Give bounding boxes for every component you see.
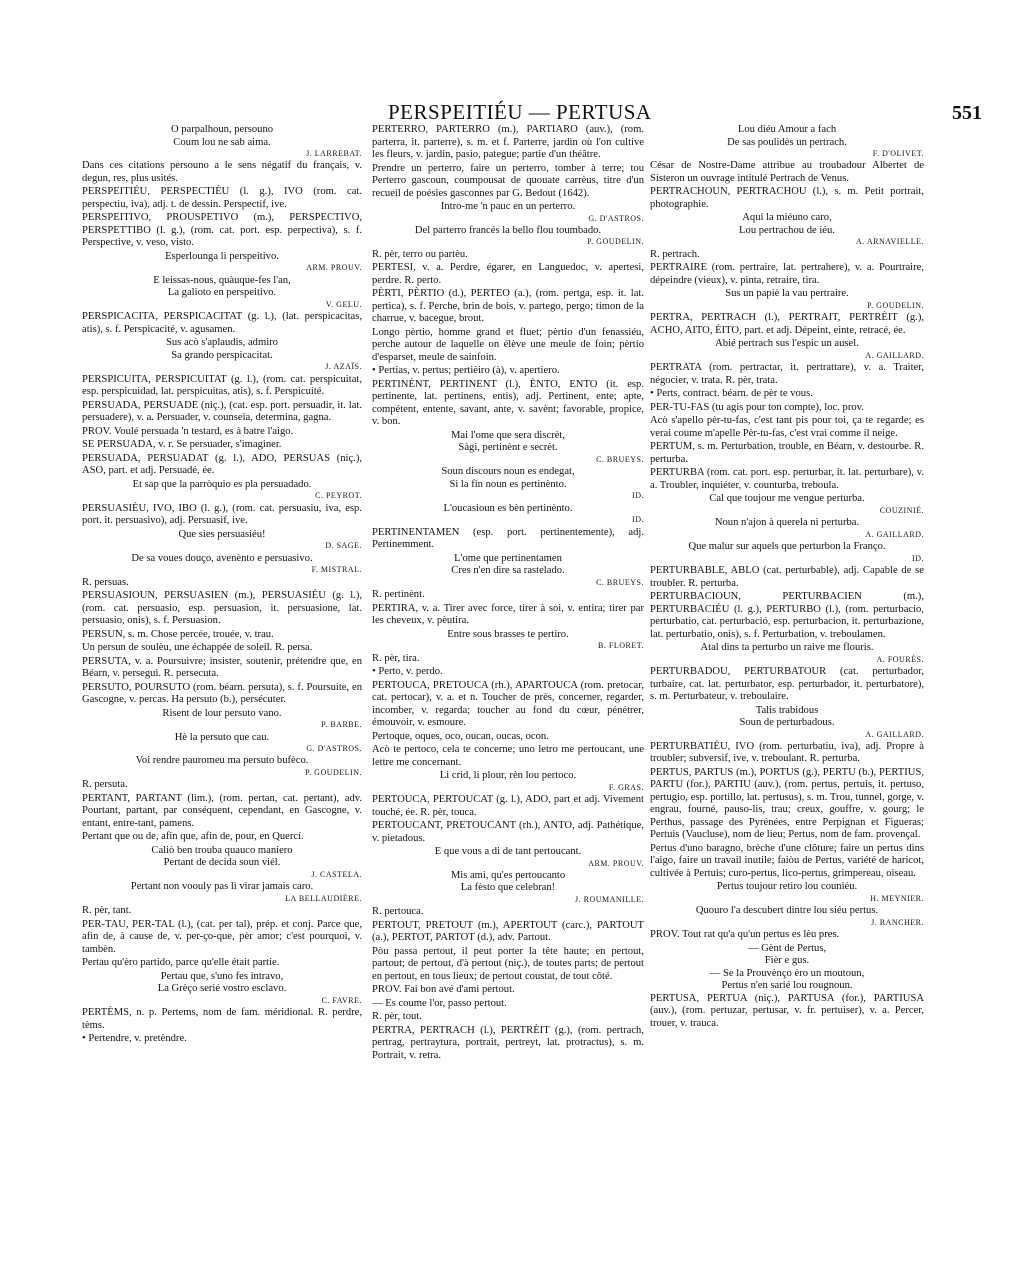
attribution: J. CASTELA. <box>311 869 362 879</box>
column-right <box>650 124 924 1031</box>
dictionary-entry: PERSUTA, v. a. Poursuivre; insister, soutenir, prétendre que, en Béarn, v. persegui. R. persecuta. <box>82 655 362 680</box>
dictionary-entry: R. pertinènt. <box>372 589 425 601</box>
quotation-line: — Se la Prouvènço èro un moutoun, <box>709 967 865 979</box>
dictionary-entry: Pertus d'uno baragno, brèche d'une clôture; faire un pertus dins l'aigo, faire un travail inutile; faiòu de Pertus, variété de haricot, cultivée à Pertuis; curo-pertus, lico-pertus, grimpereau, oiseau. <box>650 842 924 879</box>
quotation-line: Et sap que la parròquio es pla persuadado. <box>132 478 312 490</box>
dictionary-entry: PERSUASIÉU, IVO, IBO (l. g.), (rom. cat. persuasiu, iva, esp. port. it. persuasivo), adj. Persuasif, ive. <box>82 502 362 527</box>
quotation-line: Que malur sur aquels que perturbon la Franço. <box>688 541 886 553</box>
dictionary-entry: PERTUSA, PERTUA (niç.), PARTUSA (for.), PARTIUSA (auv.), (rom. pertuzar, pertusar, v. fr. pertuiser), v. a. Percer, trouer, v. trauca. <box>650 992 924 1029</box>
attribution: J. LARREBAT. <box>306 149 362 158</box>
quotation-line: Sus acò s'aplaudis, admiro <box>166 337 278 349</box>
dictionary-entry: • Perts, contract. béarn. de pèr te vous. <box>650 388 813 400</box>
quotation-line: Del parterro francés la bello flou toumbado. <box>414 224 602 236</box>
quotation-line: L'ome que pertinentamen <box>454 552 562 564</box>
attribution: A. GAILLARD. <box>865 729 924 739</box>
attribution: F. D'OLIVET. <box>872 149 924 158</box>
quotation-line: L'oucasioun es bèn pertinènto. <box>443 502 573 514</box>
quotation-line: De sa voues douço, avenènto e persuasivo. <box>131 552 313 564</box>
quotation-line: De sas poulidès un pertrach. <box>727 136 847 148</box>
attribution: H. MEYNIER. <box>870 893 924 903</box>
attribution: C. BRUEYS. <box>596 577 644 587</box>
dictionary-entry: PERTINENTAMEN (esp. port. pertinentemente), adj. Pertinemment. <box>372 526 644 551</box>
attribution: G. D'ASTROS. <box>588 213 644 223</box>
dictionary-entry: PROV. Fai bon avé d'ami pertout. <box>372 984 515 996</box>
column-middle <box>372 124 644 1063</box>
page-title: PERSPEITIÉU — PERTUSA <box>388 100 652 124</box>
quotation-line: Pertant non voouly pas li virar jamais caro. <box>130 881 314 893</box>
quotation-line: Talis trabidous <box>755 704 819 716</box>
attribution: C. BRUEYS. <box>596 454 644 464</box>
dictionary-entry: Longo pèrtio, homme grand et fluet; pèrtio d'un fenassiéu, perche autour de laquelle on élève une meule de foin; pèrtio d'esparset, meule de sainfoin. <box>372 326 644 363</box>
dictionary-entry: — Es coume l'or, passo pertout. <box>372 997 507 1009</box>
attribution: J. ROUMANILLE. <box>575 894 644 904</box>
quotation-line: Lou pertrachou de iéu. <box>739 224 835 236</box>
attribution: C. FAVRE. <box>321 995 362 1005</box>
attribution: C. PEYROT. <box>315 491 362 501</box>
dictionary-entry: César de Nostre-Dame attribue au troubadour Albertet de Sisteron un ouvrage intitulé Pertrach de Venus. <box>650 160 924 184</box>
dictionary-entry: PERTANT, PARTANT (lim.), (rom. pertan, cat. pertant), adv. Pourtant, partant, par conséquent, cependant, en Gascogne, v. entant, entre-tant, pamens. <box>82 792 362 829</box>
dictionary-entry: R. pèr, tira. <box>372 652 420 664</box>
dictionary-entry: PÈRTI, PÈRTIO (d.), PERTEO (a.), (rom. pertga, esp. it. lat. pertica), s. f. Perche, brin de bois, v. partego, pergo; timon de la charrue, v. bacegue, brout. <box>372 288 644 325</box>
dictionary-entry: PERSUADA, PERSUADE (niç.), (cat. esp. port. persuadir, it. lat. persuadere), v. a. Persuader, v. counseia, determina, gagna. <box>82 399 362 424</box>
quotation-line: O parpalhoun, persouno <box>170 124 274 135</box>
quotation-line: Fièr e gus. <box>764 955 810 967</box>
dictionary-entry: SE PERSUADA, v. r. Se persuader, s'imaginer. <box>82 439 282 451</box>
attribution: ARM. PROUV. <box>306 263 362 273</box>
attribution: F. MISTRAL. <box>311 565 362 575</box>
quotation-line: Pertau que, s'uno fes intravo, <box>160 970 284 982</box>
dictionary-entry: PERSPEITIVO, PROUSPETIVO (m.), PERSPECTIVO, PERSPETTIBO (l. g.), (rom. cat. port. esp. perpectiva), s. f. Perspective, v. veso, visto. <box>82 212 362 249</box>
quotation-line: Que sies persuasiéu! <box>178 528 266 540</box>
dictionary-entry: PERTUM, s. m. Perturbation, trouble, en Béarn, v. destourbe. R. perturba. <box>650 441 924 465</box>
dictionary-entry: PROV. Tout rat qu'a qu'un pertus es lèu pres. <box>650 929 840 941</box>
dictionary-entry: PERTRAIRE (rom. pertraire, lat. pertrahere), v. a. Pourtraire, dépeindre (vieux), v. pinta, retraire, tira. <box>650 262 924 286</box>
dictionary-entry: PERTRA, PERTRACH (l.), PERTRÈIT (g.), (rom. pertrach, pertrag, pertraytura, portrait, pertreyt, lat. protractus), s. m. Portrait, v. retra. <box>372 1024 644 1061</box>
quotation-line: Hè la persuto que cau. <box>174 731 270 743</box>
attribution: F. GRAS. <box>608 782 644 792</box>
dictionary-entry: • Perto, v. perdo. <box>372 666 443 678</box>
dictionary-entry: PERSUN, s. m. Chose percée, trouée, v. trau. <box>82 628 274 640</box>
dictionary-entry: PERTOUT, PRETOUT (m.), APERTOUT (carc.), PARTOUT (a.), PERTOT, PARTOT (d.), adv. Partout. <box>372 919 644 944</box>
quotation-line: Quouro l'a descubert dintre lou siéu pertus. <box>695 905 879 917</box>
dictionary-entry: PERSPEITIÉU, PERSPECTIÉU (l. g.), IVO (rom. cat. perspectiu, iva), adj. t. de dessin. Perspectif, ive. <box>82 186 362 210</box>
dictionary-entry: PERTIRA, v. a. Tirer avec force, tirer à soi, v. entira; tirer par les cheveux, v. pèutira. <box>372 602 644 627</box>
quotation-line: Pertus toujour retiro lou couniéu. <box>716 881 858 893</box>
quotation-line: Abié pertrach sus l'espic un ausel. <box>715 338 859 350</box>
quotation-line: Soun de perturbadous. <box>739 717 835 728</box>
attribution: ID. <box>632 515 644 525</box>
quotation-line: Risent de lour persuto vano. <box>162 707 282 719</box>
quotation-line: Li crid, li plour, rèn lou pertoco. <box>439 770 577 782</box>
quotation-line: Coum lou ne sab aima. <box>173 136 271 148</box>
dictionary-entry: PERTRACHOUN, PERTRACHOU (l.), s. m. Petit portrait, photographie. <box>650 186 924 210</box>
quotation-line: Mai l'ome que sera discrèt, <box>451 429 565 441</box>
dictionary-entry: PERTURBADOU, PERTURBATOUR (cat. perturbador, turbaire, cat. lat. perturbator, esp. perturbador, it. perturbatore), s. m. Perturbateur, v. treboulaire. <box>650 666 924 702</box>
quotation-line: Si la fin noun es pertinènto. <box>449 478 567 490</box>
dictionary-entry: PERTURBABLE, ABLO (cat. perturbable), adj. Capable de se troubler. R. perturba. <box>650 565 924 589</box>
quotation-line: Pertus n'en sarié lou rougnoun. <box>721 980 853 992</box>
dictionary-entry: PERTOUCA, PERTOUCAT (g. l.), ADO, part et adj. Vivement touché, ée. R. pèr, touca. <box>372 794 644 818</box>
attribution: J. RANCHER. <box>871 917 924 927</box>
attribution: P. GOUDELIN. <box>867 300 924 310</box>
quotation-line: Entre sous brasses te pertiro. <box>447 628 569 640</box>
dictionary-entry: PERTURBATIÉU, IVO (rom. perturbatiu, iva), adj. Propre à troubler; subversif, ive, v. treboulant. R. perturba. <box>650 740 924 765</box>
dictionary-entry: R. pertouca. <box>372 906 424 918</box>
dictionary-entry: • Pertias, v. pertus; pertièiro (à), v. apertiero. <box>372 365 560 377</box>
quotation-line: Noun n'ajon à querela ni perturba. <box>714 517 860 529</box>
dictionary-entry: PERSUADA, PERSUADAT (g. l.), ADO, PERSUAS (niç.), ASO, part. et adj. Persuadé, ée. <box>82 452 362 477</box>
quotation-line: Lou diéu Amour a fach <box>737 124 837 135</box>
dictionary-entry: R. pèr, terro ou partèu. <box>372 248 468 260</box>
dictionary-entry: PERTRATA (rom. pertractar, it. pertrattare), v. a. Traiter, négocier, v. trata. R. pèr, trata. <box>650 362 924 386</box>
attribution: ARM. PROUV. <box>588 858 644 868</box>
dictionary-entry: PERTÈMS, n. p. Pertems, nom de fam. méridional. R. perdre, tèms. <box>82 1007 362 1031</box>
dictionary-entry: PER-TAU, PER-TAL (l.), (cat. per tal), prép. et conj. Parce que, afin de, à cause de, v. per-ço-que, pèr amor; c'est pourquoi, v. tambèn. <box>82 918 362 955</box>
quotation-line: Atal dins ta perturbo un raive me flouris. <box>700 642 874 654</box>
dictionary-entry: PERTRA, PERTRACH (l.), PERTRAIT, PERTRÈIT (g.), ACHO, AITO, ÈITO, part. et adj. Dépeint, einte, retracé, ée. <box>650 312 924 336</box>
quotation-line: Sa grando perspicacitat. <box>171 349 273 361</box>
page-number: 551 <box>952 102 982 124</box>
attribution: G. D'ASTROS. <box>306 744 362 753</box>
attribution: A. GAILLARD. <box>865 529 924 539</box>
quotation-line: Cal que toujour me vengue perturba. <box>709 493 865 505</box>
dictionary-entry: PERTUS, PARTUS (m.), PORTUS (g.), PERTU (b.), PERTIUS, PARTU (for.), PARTIU (auv.), (rom. pertus, pertuis, it. pertuso, pertugio, esp. portillo, lat. pertusus), s. m. Trou, tunnel, gorge, v. engrau, fourné, pauso-lis, trau; creux, gouffre, v. gourg; le Perthus, passage des Pyrénées, entre Perpignan et Figueras; Pertuis (Vaucluse), nom de lieu; Pertus, nom de fam. provençal. <box>650 766 924 841</box>
dictionary-entry: Dans ces citations persouno a le sens négatif du français, v. degun, res, plus usités. <box>82 160 362 184</box>
quotation-line: E leissas-nous, quàuque-fes l'an, <box>153 274 291 286</box>
dictionary-entry: PERTINÈNT, PERTINENT (l.), ÈNTO, ENTO (it. esp. pertinente, lat. pertinens, entis), adj. Pertinent, ente; apte, compétent, entente, savant, ante, v. savènt; favorable, propice, v. bon. <box>372 378 644 428</box>
quotation-line: Sus un papiè la vau pertraire. <box>725 288 849 300</box>
attribution: ID. <box>632 491 644 501</box>
quotation-line: Voi rendre pauromeu ma persuto bufèco. <box>135 755 309 767</box>
dictionary-entry: PERSUTO, POURSUTO (rom. béarn. persuta), s. f. Poursuite, en Gascogne, v. percas. Ha persuto (b.), persécuter. <box>82 681 362 706</box>
attribution: LA BELLAUDIÈRE. <box>285 893 362 903</box>
attribution: ID. <box>912 553 924 563</box>
quotation-line: La galioto en perspeitivo. <box>167 287 277 299</box>
dictionary-entry: PROV. Voulé persuada 'n testard, es à batre l'aigo. <box>82 425 294 437</box>
quotation-line: Esperlounga li perspeitivo. <box>165 250 279 262</box>
quotation-line: La Grèço serié vostro esclavo. <box>157 983 287 995</box>
quotation-line: Soun discours noun es endegat, <box>441 466 575 478</box>
attribution: P. BARBE. <box>321 720 362 730</box>
dictionary-entry: R. pèr, tout. <box>372 1011 422 1023</box>
quotation-line: E que vous a di de tant pertoucant. <box>434 846 582 857</box>
dictionary-entry: Pertant que ou de, afin que, afin de, pour, en Quercí. <box>82 831 304 843</box>
quotation-line: Intro-me 'n pauc en un perterro. <box>440 201 576 212</box>
quotation-line: — Gènt de Pertus, <box>747 942 827 954</box>
dictionary-entry: PERTERRO, PARTERRO (m.), PARTIARO (auv.), (rom. parterra, it. parterre), s. m. et f. Parterre, jardin où l'on cultive les fleurs, v. jardin, pasio, pategue; partie d'un théâtre. <box>372 124 644 160</box>
dictionary-entry: Pertoque, oques, oco, oucan, oucas, ocon. <box>372 730 549 742</box>
dictionary-entry: R. pertrach. <box>650 248 700 260</box>
quotation-line: Sàgi, pertinènt e secrèt. <box>458 442 558 454</box>
quotation-line: Mis ami, qu'es pertoucanto <box>450 869 566 881</box>
quotation-line: Aqui la miéuno caro, <box>742 212 832 224</box>
attribution: A. FOURÈS. <box>876 654 924 664</box>
dictionary-entry: PERTESI, v. a. Perdre, égarer, en Languedoc, v. apertesi, perdre. R. perto. <box>372 262 644 286</box>
quotation-line: Caliò ben trouba quauco maniero <box>151 844 293 856</box>
attribution: A. GAILLARD. <box>865 350 924 360</box>
attribution: P. GOUDELIN. <box>305 767 362 777</box>
column-left <box>82 124 362 1047</box>
attribution: J. AZAÏS. <box>325 362 362 372</box>
dictionary-entry: PERSPICACITA, PERSPICACITAT (g. l.), (lat. perspicacitas, atis), s. f. Perspicacité, v. agusamen. <box>82 311 362 335</box>
attribution: A. ARNAVIELLE. <box>856 237 924 247</box>
quotation-line: Pertant de decida soun viél. <box>163 857 281 869</box>
attribution: B. FLORET. <box>598 641 644 651</box>
dictionary-entry: PERTURBACIOUN, PERTURBACIEN (m.), PERTURBACIÉU (l. g.), PERTURBO (l.), (rom. perturbacio, perturbatio, cat. perturbació, esp. perturbacion, it. perturbazione, lat. perturbatio, onis), s. f. Perturbation, v. treboulamen. <box>650 591 924 640</box>
quotation-line: La fèsto que celebran! <box>460 882 556 894</box>
attribution: P. GOUDELIN. <box>587 237 644 247</box>
attribution: V. GELU. <box>325 299 362 309</box>
dictionary-entry: PERTOUCA, PRETOUCA (rh.), APARTOUCA (rom. pretocar, cat. pertocar), v. a. et n. Toucher de près, concerner, regarder, incomber, v. regarda; toucher au fond du cœur, pénétrer, émouvoir, v. esmoure. <box>372 679 644 729</box>
dictionary-entry: Un persun de soulèu, une échappée de soleil. R. persa. <box>82 642 313 654</box>
dictionary-entry: R. pèr, tant. <box>82 905 132 917</box>
attribution: D. SAGE. <box>325 541 362 551</box>
dictionary-entry: R. persuta. <box>82 779 128 791</box>
dictionary-entry: Acò s'apello pèr-tu-fas, c'est tant pis pour toi, ça te regarde; es verai coume m'apelle Pèr-tu-fas, c'est vrai comme il neige. <box>650 415 924 439</box>
dictionary-entry: Pòu passa pertout, il peut porter la tête haute; en pertout, partout; de pertout, d'à pertout (niç.), de toutes parts; de pertout en pertout, en tous lieux; de pertout coustat, de tout côté. <box>372 945 644 982</box>
dictionary-entry: PERTURBA (rom. cat. port. esp. perturbar, it. lat. perturbare), v. a. Troubler, inquiéter, v. counturba, treboula. <box>650 467 924 491</box>
dictionary-entry: PER-TU-FAS (tu agis pour ton compte), loc. prov. <box>650 401 864 413</box>
dictionary-entry: Prendre un perterro, faire un perterro, tomber à terre; tou Perterro gascoun, coumpousat de quouate carrèus, titre d'un recueil de poésies gasconnes par G. Bedout (1642). <box>372 162 644 199</box>
dictionary-entry: PERSPICUITA, PERSPICUITAT (g. l.), (rom. cat. perspicuitat, esp. perspicuidad, lat. perspicuitas, atis), s. f. Perspicuité. <box>82 373 362 398</box>
attribution: COUZINIÉ. <box>879 505 924 515</box>
dictionary-entry: PERSUASIOUN, PERSUASIEN (m.), PERSUASIÉU (g. l.), (rom. cat. persuasio, esp. persuasion, it. persuasione, lat. persuasio, onis), s. f. Persuasion. <box>82 590 362 627</box>
dictionary-entry: R. persuas. <box>82 576 129 588</box>
quotation-line: Cres n'en dire sa rastelado. <box>451 565 565 577</box>
dictionary-entry: • Pertendre, v. pretèndre. <box>82 1033 187 1045</box>
dictionary-entry: Acò te pertoco, cela te concerne; uno letro me pertoucant, une lettre me concernant. <box>372 744 644 768</box>
dictionary-entry: Pertau qu'èro partido, parce qu'elle était partie. <box>82 957 280 969</box>
dictionary-entry: PERTOUCANT, PRETOUCANT (rh.), ANTO, adj. Pathétique, v. pietadous. <box>372 820 644 844</box>
